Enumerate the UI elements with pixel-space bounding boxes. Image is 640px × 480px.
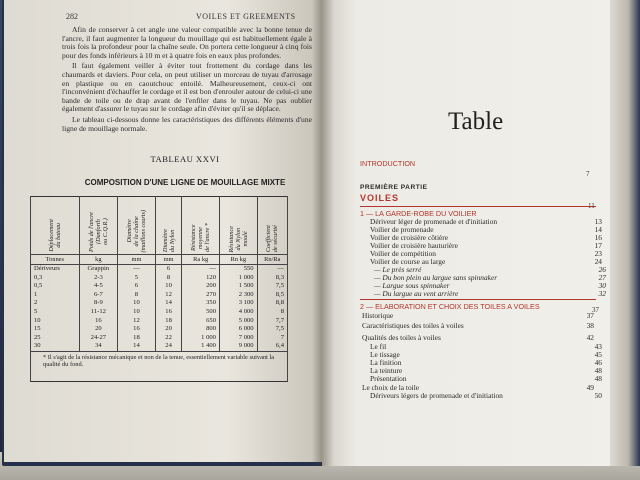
toc-page-number: 50 — [594, 391, 602, 400]
table-cell: 0,3 — [31, 274, 80, 283]
page-edges — [610, 0, 640, 466]
table-cell: 15 — [31, 325, 80, 334]
page-number: 282 — [66, 12, 78, 21]
running-head: VOILES ET GREEMENTS — [196, 12, 296, 21]
table-cell: 500 — [182, 308, 220, 317]
table-cell: — — [182, 265, 220, 274]
toc-page-number: 26 — [598, 265, 606, 274]
chapter-1-title: 1 — LA GARDE-ROBE DU VOILIER — [360, 209, 477, 218]
mooring-table — [30, 196, 288, 382]
table-cell: 16 — [79, 317, 118, 326]
table-row — [31, 317, 288, 326]
toc-page-number: 14 — [594, 225, 602, 234]
toc-title: Table — [448, 108, 504, 135]
column-header: Coefficient de sécurité — [257, 197, 287, 255]
section-rule — [360, 206, 596, 207]
toc-entry-label: Présentation — [370, 374, 407, 383]
section-rule — [360, 299, 596, 300]
table-cell: 18 — [155, 317, 182, 326]
table-cell: 1 500 — [219, 282, 257, 291]
table-cell: 1 400 — [182, 342, 220, 351]
toc-entry-label: Voilier de promenade — [370, 225, 434, 234]
table-cell: 16 — [118, 325, 156, 334]
table-footnote-row — [31, 351, 288, 381]
toc-entry — [370, 359, 602, 367]
toc-entry — [370, 351, 602, 359]
table-cell: 5 000 — [219, 317, 257, 326]
table-cell: — — [257, 265, 287, 274]
toc-page-number: 38 — [586, 321, 594, 330]
toc-entry-label: Le fil — [370, 342, 387, 351]
toc-page-number: 37 — [586, 311, 594, 320]
table-cell: 34 — [79, 342, 118, 351]
table-cell: 9 000 — [219, 342, 257, 351]
table-cell: 6 — [155, 265, 182, 274]
table-cell: 5 — [118, 274, 156, 283]
toc-page-number: 48 — [594, 366, 602, 375]
unit-cell: kg — [79, 255, 118, 265]
toc-entry — [370, 392, 602, 400]
paragraph: Le tableau ci-dessous donne les caractéristiques des différents éléments d'une ligne de mouillage normale. — [62, 114, 312, 133]
table-cell: 350 — [182, 299, 220, 308]
table-cell: 2 — [31, 299, 80, 308]
table-cell: 16 — [155, 308, 182, 317]
unit-cell: mm — [155, 255, 182, 265]
toc-entry-label: Voilier de croisière hauturière — [370, 241, 458, 250]
toc-entry-label: La finition — [370, 358, 402, 367]
toc-entry-label: Voilier de compétition — [370, 249, 436, 258]
unit-cell: Ra kg — [182, 255, 220, 265]
toc-page-number: 46 — [594, 358, 602, 367]
table-cell: 7,5 — [257, 282, 287, 291]
table-cell: 650 — [182, 317, 220, 326]
toc-page-number: 27 — [598, 273, 606, 282]
table-cell: 10 — [118, 299, 156, 308]
column-header: Diamètre du Nylon — [155, 197, 182, 255]
table-cell: 10 — [31, 317, 80, 326]
table-cell: — — [118, 265, 156, 274]
table-cell: 4-5 — [79, 282, 118, 291]
column-header: Résistance du Nylon moulé — [219, 197, 257, 255]
toc-entry-label: Dériveurs légers de promenade et d'initiation — [370, 391, 503, 400]
table-cell: 8,3 — [257, 274, 287, 283]
table-cell: 8-9 — [79, 299, 118, 308]
toc-entry — [374, 290, 606, 298]
toc-introduction: INTRODUCTION — [360, 159, 416, 168]
table-cell: 7 — [257, 334, 287, 343]
table-row — [31, 334, 288, 343]
paragraph: Afin de conserver à cet angle une valeur compatible avec la bonne tenue de l'ancre, il faut augmenter la longueur du mouillage qui est habituellement égale à trois fois la profondeur pour la chaîne seule. On portera cette longueur à cinq fois pour des fonds inférieurs à 10 m et à quatre fois en eaux plus profondes. — [62, 25, 312, 60]
toc-page-number: 30 — [598, 281, 606, 290]
toc-entry-label: Le tissage — [370, 350, 400, 359]
toc-page-number: 24 — [594, 257, 602, 266]
toc-page-number: 23 — [594, 249, 602, 258]
table-row — [31, 291, 288, 300]
table-caption: COMPOSITION D'UNE LIGNE DE MOUILLAGE MIXTE — [84, 178, 286, 187]
body-text — [62, 26, 312, 135]
table-cell: 550 — [219, 265, 257, 274]
toc-entry-label: Voilier de course au large — [370, 257, 446, 266]
paragraph: Il faut également veiller à éviter tout frottement du cordage dans les chaumards et daviers. Pour cela, on peut utiliser un morceau de tuyau d'arrosage en plastique ou en caoutchouc entoilé. Malheureusement, ceux-ci ont l'inconvénient d'échauffer le cordage et il est bon d'enrouler autour de celui-ci une bande de toile ou de drap avant de l'enfiler dans le tuyau. Ne pas oublier également d'assurer le tuyau sur le cordage afin d'éviter qu'il se déplace. — [62, 61, 312, 114]
toc-page-number: 37 — [592, 306, 599, 314]
part-title: VOILES — [360, 193, 400, 203]
table-cell: 10 — [155, 282, 182, 291]
table-cell: 3 100 — [219, 299, 257, 308]
table-cell: 8 — [155, 274, 182, 283]
table-cell: 18 — [118, 334, 156, 343]
table-cell: 25 — [31, 334, 80, 343]
toc-page-number: 13 — [594, 217, 602, 226]
toc-entry — [362, 322, 594, 330]
table-row — [31, 308, 288, 317]
table-cell: 30 — [31, 342, 80, 351]
table-cell: 12 — [118, 317, 156, 326]
chapter-2-title: 2 — ELABORATION ET CHOIX DES TOILES A VOILES — [360, 302, 540, 311]
part-label: PREMIÈRE PARTIE — [360, 184, 428, 191]
toc-page-number: 42 — [586, 333, 594, 342]
table-row — [31, 299, 288, 308]
unit-cell: Rn/Ra — [257, 255, 287, 265]
table-cell: 1 000 — [182, 334, 220, 343]
table-cell: 1 — [31, 291, 80, 300]
table-footnote: * Il s'agit de la résistance mécanique et non de la tenue, essentiellement variable suivant la qualité du fond. — [31, 351, 288, 381]
toc-page-number: 32 — [598, 289, 606, 298]
column-header: Poids de l'ancre (Danforth ou C.Q.R.) — [79, 197, 118, 255]
table-cell: 20 — [79, 325, 118, 334]
table-row — [31, 342, 288, 351]
table-cell: 11-12 — [79, 308, 118, 317]
table-cell: Dériveurs — [31, 265, 80, 274]
toc-entry-label: — Largue sous spinnaker — [374, 281, 450, 290]
toc-entry-label: — Le près serré — [374, 265, 422, 274]
table-row — [31, 325, 288, 334]
table-cell: 1 000 — [219, 274, 257, 283]
table-cell: 120 — [182, 274, 220, 283]
table-cell: 270 — [182, 291, 220, 300]
table-cell: 7,7 — [257, 317, 287, 326]
toc-entry — [370, 343, 602, 351]
toc-entry-label: Le choix de la toile — [362, 383, 420, 392]
toc-page-number: 49 — [586, 383, 594, 392]
toc-entry-label: Historique — [362, 311, 394, 320]
toc-entry — [362, 334, 594, 342]
table-cell: 10 — [118, 308, 156, 317]
table-cell: 6 000 — [219, 325, 257, 334]
toc-entry-label: Voilier de croisière côtière — [370, 233, 449, 242]
table-cell: 22 — [155, 334, 182, 343]
table-header-row — [31, 197, 288, 255]
column-header: Résistance moyenne de l'ancre * — [182, 197, 220, 255]
toc-page-number: 17 — [594, 241, 602, 250]
table-row — [31, 282, 288, 291]
table-row — [31, 274, 288, 283]
unit-cell: Rn kg — [219, 255, 257, 265]
table-cell: 6 — [118, 282, 156, 291]
table-cell: 2 300 — [219, 291, 257, 300]
toc-entry-label: — Du bon plein au largue sans spinnaker — [374, 273, 498, 282]
toc-entry-label: Caractéristiques des toiles à voiles — [362, 321, 464, 330]
table-number: TABLEAU XXVI — [150, 154, 220, 164]
table-cell: 24 — [155, 342, 182, 351]
table-cell: 8,8 — [257, 299, 287, 308]
table-cell: Grappin — [79, 265, 118, 274]
table-cell: 800 — [182, 325, 220, 334]
table-cell: 8 — [118, 291, 156, 300]
toc-entry-label: — Du largue au vent arrière — [374, 289, 459, 298]
toc-page-number: 43 — [594, 342, 602, 351]
table-cell: 14 — [118, 342, 156, 351]
table-cell: 200 — [182, 282, 220, 291]
table-cell: 6-7 — [79, 291, 118, 300]
table-cell: 2-3 — [79, 274, 118, 283]
toc-entry-label: Qualités des toiles à voiles — [362, 333, 441, 342]
table-cell: 14 — [155, 299, 182, 308]
table-cell: 7 000 — [219, 334, 257, 343]
toc-entry-label: Dériveur léger de promenade et d'initiation — [370, 217, 498, 226]
toc-page-number: 7 — [586, 170, 590, 178]
table-cell: 8,5 — [257, 291, 287, 300]
table-cell: 5 — [31, 308, 80, 317]
toc-entry — [370, 375, 602, 383]
table-cell: 8 — [257, 308, 287, 317]
column-header: Diamètre de la chaîne (maillons courts) — [118, 197, 156, 255]
book-gutter — [312, 0, 334, 466]
toc-page-number: 16 — [594, 233, 602, 242]
column-header: Déplacement du bateau — [31, 197, 80, 255]
table-cell: 4 000 — [219, 308, 257, 317]
table-row — [31, 265, 288, 274]
toc-entry — [362, 312, 594, 320]
table-units-row — [31, 255, 288, 265]
toc-page-number: 45 — [594, 350, 602, 359]
table-cell: 7,5 — [257, 325, 287, 334]
table-cell: 12 — [155, 291, 182, 300]
table-cell: 0,5 — [31, 282, 80, 291]
unit-cell: Tonnes — [31, 255, 80, 265]
table-cell: 20 — [155, 325, 182, 334]
unit-cell: mm — [118, 255, 156, 265]
table-cell: 24-27 — [79, 334, 118, 343]
toc-entry-label: La teinture — [370, 366, 403, 375]
table-cell: 6,4 — [257, 342, 287, 351]
table-body — [31, 265, 288, 352]
toc-page-number: 48 — [594, 374, 602, 383]
